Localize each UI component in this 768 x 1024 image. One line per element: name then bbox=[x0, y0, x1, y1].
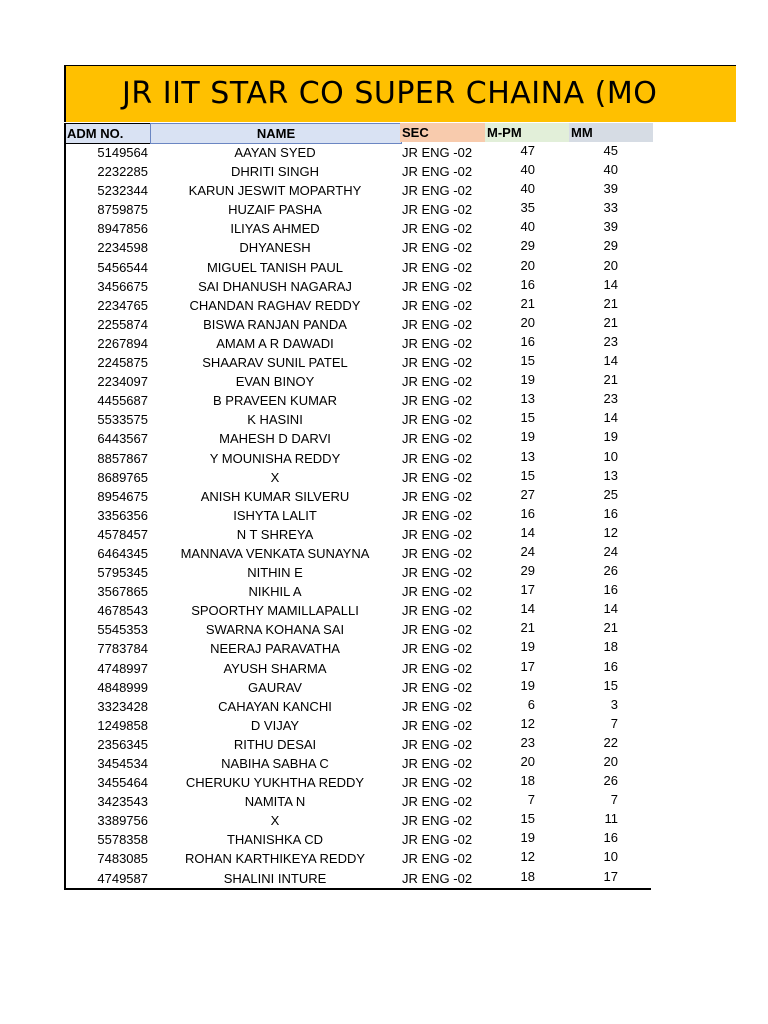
table-row bbox=[66, 716, 651, 735]
cell-name[interactable]: AAYAN SYED bbox=[234, 145, 316, 160]
header-mm[interactable]: MM bbox=[569, 123, 653, 142]
cell-m-pm[interactable]: 20 bbox=[520, 257, 535, 273]
cell-adm-no[interactable]: 8857867 bbox=[97, 450, 148, 466]
cell-adm-no[interactable]: 2267894 bbox=[97, 335, 148, 351]
cell-adm-no[interactable]: 3323428 bbox=[97, 698, 148, 714]
cell-m-pm[interactable]: 27 bbox=[520, 486, 535, 502]
cell-m-pm[interactable]: 20 bbox=[520, 314, 535, 330]
cell-adm-no[interactable]: 4578457 bbox=[97, 526, 148, 542]
cell-adm-no[interactable]: 6464345 bbox=[97, 545, 148, 561]
cell-m-pm[interactable]: 40 bbox=[520, 219, 535, 235]
cell-name[interactable]: SHAARAV SUNIL PATEL bbox=[202, 355, 348, 371]
cell-name[interactable]: SPOORTHY MAMILLAPALLI bbox=[191, 603, 359, 619]
cell-sec[interactable]: JR ENG -02 bbox=[402, 679, 473, 695]
cell-m-pm[interactable]: 15 bbox=[520, 410, 535, 426]
cell-name[interactable]: CAHAYAN KANCHI bbox=[218, 698, 332, 714]
cell-mm[interactable]: 13 bbox=[603, 467, 618, 483]
cell-sec[interactable]: JR ENG -02 bbox=[402, 450, 473, 466]
cell-m-pm[interactable]: 19 bbox=[520, 677, 535, 693]
table-row bbox=[66, 258, 651, 277]
cell-adm-no[interactable]: 3567865 bbox=[97, 584, 148, 600]
cell-name[interactable]: ANISH KUMAR SILVERU bbox=[200, 488, 350, 504]
table-row bbox=[66, 697, 651, 716]
table-row bbox=[66, 582, 651, 601]
cell-m-pm[interactable]: 19 bbox=[520, 372, 535, 388]
table-row bbox=[66, 334, 651, 353]
cell-adm-no[interactable]: 2245875 bbox=[97, 355, 148, 371]
cell-sec[interactable]: JR ENG -02 bbox=[402, 565, 473, 581]
cell-adm-no[interactable]: 3455464 bbox=[97, 775, 148, 791]
cell-name[interactable]: BISWA RANJAN PANDA bbox=[203, 316, 347, 332]
cell-adm-no[interactable]: 4455687 bbox=[97, 393, 148, 409]
cell-adm-no[interactable]: 5795345 bbox=[97, 565, 148, 581]
cell-name[interactable]: ROHAN KARTHIKEYA REDDY bbox=[184, 851, 366, 867]
cell-m-pm[interactable]: 40 bbox=[520, 162, 535, 178]
cell-sec[interactable]: JR ENG -02 bbox=[402, 240, 473, 256]
cell-name[interactable]: NEERAJ PARAVATHA bbox=[210, 641, 340, 657]
cell-adm-no[interactable]: 7483085 bbox=[97, 851, 148, 867]
cell-m-pm[interactable]: 23 bbox=[520, 734, 535, 750]
cell-adm-no[interactable]: 6443567 bbox=[97, 431, 148, 447]
cell-m-pm[interactable]: 29 bbox=[520, 563, 535, 579]
cell-sec[interactable]: JR ENG -02 bbox=[402, 488, 473, 504]
cell-adm-no[interactable]: 8954675 bbox=[97, 488, 148, 504]
cell-sec[interactable]: JR ENG -02 bbox=[402, 469, 473, 485]
table-row bbox=[66, 639, 651, 658]
cell-adm-no[interactable]: 7783784 bbox=[97, 641, 148, 657]
cell-name[interactable]: K HASINI bbox=[247, 412, 303, 428]
table-row bbox=[66, 391, 651, 410]
table-row bbox=[66, 449, 651, 468]
cell-sec[interactable]: JR ENG -02 bbox=[402, 717, 473, 733]
cell-m-pm[interactable]: 21 bbox=[520, 620, 535, 636]
table-row bbox=[66, 659, 651, 678]
cell-sec[interactable]: JR ENG -02 bbox=[402, 603, 473, 619]
table-row bbox=[66, 353, 651, 372]
cell-adm-no[interactable]: 4678543 bbox=[97, 603, 148, 619]
cell-name[interactable]: DHRITI SINGH bbox=[230, 164, 320, 180]
cell-adm-no[interactable]: 3454534 bbox=[97, 756, 148, 771]
cell-name[interactable]: CHERUKU YUKHTHA REDDY bbox=[185, 775, 365, 791]
cell-adm-no[interactable]: 2234765 bbox=[97, 297, 148, 313]
cell-m-pm[interactable]: 19 bbox=[520, 429, 535, 445]
table-row bbox=[66, 678, 651, 697]
cell-name[interactable]: X bbox=[270, 469, 280, 485]
cell-sec[interactable]: JR ENG -02 bbox=[402, 297, 473, 313]
cell-adm-no[interactable]: 8689765 bbox=[97, 469, 148, 485]
table-row bbox=[66, 143, 651, 162]
cell-m-pm[interactable]: 6 bbox=[527, 696, 535, 712]
cell-sec[interactable]: JR ENG -02 bbox=[402, 278, 473, 294]
table-row bbox=[66, 830, 651, 849]
cell-mm[interactable]: 16 bbox=[603, 505, 618, 521]
cell-adm-no[interactable]: 2232285 bbox=[97, 164, 148, 180]
cell-sec[interactable]: JR ENG -02 bbox=[402, 736, 473, 752]
cell-m-pm[interactable]: 15 bbox=[520, 353, 535, 369]
title-bar bbox=[64, 65, 736, 122]
cell-sec[interactable]: JR ENG -02 bbox=[402, 335, 473, 351]
cell-sec[interactable]: JR ENG -02 bbox=[402, 412, 473, 428]
cell-mm[interactable]: 23 bbox=[603, 391, 618, 407]
cell-m-pm[interactable]: 17 bbox=[520, 582, 535, 598]
cell-name[interactable]: AYUSH SHARMA bbox=[223, 660, 327, 676]
cell-sec[interactable]: JR ENG -02 bbox=[402, 622, 473, 638]
cell-sec[interactable]: JR ENG -02 bbox=[402, 316, 473, 332]
cell-name[interactable]: B PRAVEEN KUMAR bbox=[212, 393, 337, 409]
cell-sec[interactable]: JR ENG -02 bbox=[402, 870, 473, 886]
cell-sec[interactable]: JR ENG -02 bbox=[402, 794, 473, 810]
cell-sec[interactable]: JR ENG -02 bbox=[402, 393, 473, 409]
cell-m-pm[interactable]: 14 bbox=[520, 524, 535, 540]
cell-m-pm[interactable]: 14 bbox=[520, 601, 535, 617]
cell-name[interactable]: NIKHIL A bbox=[248, 584, 302, 600]
cell-mm[interactable]: 33 bbox=[603, 200, 618, 216]
cell-name[interactable]: NAMITA N bbox=[244, 794, 306, 810]
table-row bbox=[66, 238, 651, 257]
cell-m-pm[interactable]: 16 bbox=[520, 276, 535, 292]
cell-m-pm[interactable]: 21 bbox=[520, 295, 535, 311]
cell-m-pm[interactable]: 7 bbox=[527, 792, 535, 808]
cell-sec[interactable]: JR ENG -02 bbox=[402, 507, 473, 523]
results-table bbox=[64, 123, 651, 890]
cell-mm[interactable]: 21 bbox=[603, 372, 618, 388]
cell-m-pm[interactable]: 24 bbox=[520, 543, 535, 559]
cell-m-pm[interactable]: 13 bbox=[520, 391, 535, 407]
table-row bbox=[66, 525, 651, 544]
cell-mm[interactable]: 16 bbox=[603, 830, 618, 846]
cell-mm[interactable]: 26 bbox=[603, 563, 618, 579]
table-row bbox=[66, 429, 651, 448]
cell-sec[interactable]: JR ENG -02 bbox=[402, 584, 473, 600]
cell-adm-no[interactable]: 2356345 bbox=[97, 736, 148, 752]
cell-mm[interactable]: 21 bbox=[603, 314, 618, 330]
cell-m-pm[interactable]: 18 bbox=[520, 773, 535, 789]
table-row bbox=[66, 181, 651, 200]
cell-sec[interactable]: JR ENG -02 bbox=[402, 259, 473, 275]
cell-mm[interactable]: 19 bbox=[603, 429, 618, 445]
cell-adm-no[interactable]: 8759875 bbox=[97, 202, 148, 218]
cell-sec[interactable]: JR ENG -02 bbox=[402, 202, 473, 218]
cell-m-pm[interactable]: 19 bbox=[520, 639, 535, 655]
table-row bbox=[66, 811, 651, 830]
cell-adm-no[interactable]: 3389756 bbox=[97, 813, 148, 829]
cell-name[interactable]: MAHESH D DARVI bbox=[219, 431, 331, 447]
cell-sec[interactable]: JR ENG -02 bbox=[402, 698, 473, 714]
cell-sec[interactable]: JR ENG -02 bbox=[402, 660, 473, 676]
cell-name[interactable]: NITHIN E bbox=[247, 565, 303, 581]
cell-sec[interactable]: JR ENG -02 bbox=[402, 756, 473, 771]
cell-adm-no[interactable]: 5545353 bbox=[97, 622, 148, 638]
cell-adm-no[interactable]: 5456544 bbox=[97, 259, 148, 275]
cell-sec[interactable]: JR ENG -02 bbox=[402, 431, 473, 447]
cell-sec[interactable]: JR ENG -02 bbox=[402, 145, 473, 160]
cell-name[interactable]: SHALINI INTURE bbox=[223, 870, 327, 886]
cell-m-pm[interactable]: 12 bbox=[520, 715, 535, 731]
table-row bbox=[66, 315, 651, 334]
header-row bbox=[66, 123, 651, 143]
cell-mm[interactable]: 29 bbox=[603, 238, 618, 254]
cell-sec[interactable]: JR ENG -02 bbox=[402, 355, 473, 371]
cell-sec[interactable]: JR ENG -02 bbox=[402, 183, 473, 199]
cell-adm-no[interactable]: 5533575 bbox=[97, 412, 148, 428]
cell-adm-no[interactable]: 2234097 bbox=[97, 374, 148, 390]
cell-m-pm[interactable]: 18 bbox=[520, 868, 535, 884]
cell-adm-no[interactable]: 4748997 bbox=[97, 660, 148, 676]
cell-mm[interactable]: 40 bbox=[603, 162, 618, 178]
cell-m-pm[interactable]: 15 bbox=[520, 467, 535, 483]
cell-name[interactable]: SAI DHANUSH NAGARAJ bbox=[198, 278, 352, 294]
cell-mm[interactable]: 10 bbox=[603, 849, 618, 865]
cell-m-pm[interactable]: 12 bbox=[520, 849, 535, 865]
cell-mm[interactable]: 11 bbox=[604, 811, 618, 827]
table-row bbox=[66, 773, 651, 792]
cell-name[interactable]: HUZAIF PASHA bbox=[228, 202, 322, 218]
cell-name[interactable]: NABIHA SABHA C bbox=[221, 756, 329, 771]
cell-mm[interactable]: 16 bbox=[603, 658, 618, 674]
cell-adm-no[interactable]: 1249858 bbox=[97, 717, 148, 733]
table-row bbox=[66, 563, 651, 582]
cell-mm[interactable]: 17 bbox=[603, 868, 618, 884]
cell-mm[interactable]: 39 bbox=[603, 219, 618, 235]
table-row bbox=[66, 468, 651, 487]
cell-mm[interactable]: 14 bbox=[603, 601, 618, 617]
cell-name[interactable]: DHYANESH bbox=[239, 240, 311, 256]
table-row bbox=[66, 869, 651, 888]
cell-mm[interactable]: 21 bbox=[603, 620, 618, 636]
cell-adm-no[interactable]: 3356356 bbox=[97, 507, 148, 523]
table-row bbox=[66, 162, 651, 181]
cell-m-pm[interactable]: 16 bbox=[520, 333, 535, 349]
header-adm-no[interactable]: ADM NO. bbox=[66, 123, 152, 144]
cell-name[interactable]: D VIJAY bbox=[250, 717, 300, 733]
cell-m-pm[interactable]: 40 bbox=[520, 181, 535, 197]
table-row bbox=[66, 372, 651, 391]
cell-name[interactable]: MANNAVA VENKATA SUNAYNA bbox=[180, 545, 370, 561]
header-m-pm[interactable]: M-PM bbox=[485, 123, 569, 142]
cell-name[interactable]: N T SHREYA bbox=[236, 526, 314, 542]
cell-m-pm[interactable]: 16 bbox=[520, 505, 535, 521]
cell-m-pm[interactable]: 29 bbox=[520, 238, 535, 254]
cell-name[interactable]: AMAM A R DAWADI bbox=[216, 335, 334, 351]
cell-adm-no[interactable]: 5578358 bbox=[97, 832, 148, 848]
cell-adm-no[interactable]: 4749587 bbox=[97, 870, 148, 886]
cell-sec[interactable]: JR ENG -02 bbox=[402, 813, 473, 829]
cell-m-pm[interactable]: 20 bbox=[520, 754, 535, 769]
cell-sec[interactable]: JR ENG -02 bbox=[402, 164, 473, 180]
cell-m-pm[interactable]: 35 bbox=[520, 200, 535, 216]
cell-mm[interactable]: 22 bbox=[603, 734, 618, 750]
cell-mm[interactable]: 16 bbox=[603, 582, 618, 598]
cell-m-pm[interactable]: 19 bbox=[520, 830, 535, 846]
table-row bbox=[66, 849, 651, 868]
cell-sec[interactable]: JR ENG -02 bbox=[402, 221, 473, 237]
cell-mm[interactable]: 18 bbox=[603, 639, 618, 655]
cell-adm-no[interactable]: 8947856 bbox=[97, 221, 148, 237]
cell-name[interactable]: CHANDAN RAGHAV REDDY bbox=[189, 297, 361, 313]
cell-adm-no[interactable]: 5232344 bbox=[97, 183, 148, 199]
table-row bbox=[66, 601, 651, 620]
cell-mm[interactable]: 14 bbox=[603, 410, 618, 426]
cell-name[interactable]: KARUN JESWIT MOPARTHY bbox=[188, 183, 362, 199]
cell-m-pm[interactable]: 13 bbox=[520, 448, 535, 464]
cell-mm[interactable]: 26 bbox=[603, 773, 618, 789]
cell-name[interactable]: X bbox=[270, 813, 280, 829]
cell-sec[interactable]: JR ENG -02 bbox=[402, 775, 473, 791]
cell-name[interactable]: THANISHKA CD bbox=[226, 832, 324, 848]
cell-mm[interactable]: 20 bbox=[603, 754, 618, 769]
cell-mm[interactable]: 14 bbox=[603, 276, 618, 292]
cell-mm[interactable]: 21 bbox=[603, 295, 618, 311]
cell-mm[interactable]: 39 bbox=[603, 181, 618, 197]
table-row bbox=[66, 219, 651, 238]
cell-name[interactable]: ILIYAS AHMED bbox=[230, 221, 320, 237]
cell-name[interactable]: SWARNA KOHANA SAI bbox=[205, 622, 345, 638]
cell-mm[interactable]: 45 bbox=[603, 143, 618, 158]
cell-name[interactable]: ISHYTA LALIT bbox=[233, 507, 317, 523]
cell-name[interactable]: EVAN BINOY bbox=[235, 374, 315, 390]
cell-mm[interactable]: 25 bbox=[603, 486, 618, 502]
cell-name[interactable]: Y MOUNISHA REDDY bbox=[209, 450, 341, 466]
cell-name[interactable]: MIGUEL TANISH PAUL bbox=[206, 259, 344, 275]
cell-mm[interactable]: 15 bbox=[603, 677, 618, 693]
table-row bbox=[66, 410, 651, 429]
cell-mm[interactable]: 12 bbox=[603, 524, 618, 540]
cell-adm-no[interactable]: 5149564 bbox=[97, 145, 148, 160]
table-row bbox=[66, 754, 651, 773]
cell-m-pm[interactable]: 47 bbox=[520, 143, 535, 158]
cell-adm-no[interactable]: 2255874 bbox=[97, 316, 148, 332]
cell-mm[interactable]: 7 bbox=[610, 715, 618, 731]
cell-m-pm[interactable]: 15 bbox=[520, 811, 535, 827]
cell-mm[interactable]: 14 bbox=[603, 353, 618, 369]
cell-name[interactable]: RITHU DESAI bbox=[233, 736, 317, 752]
cell-sec[interactable]: JR ENG -02 bbox=[402, 832, 473, 848]
cell-adm-no[interactable]: 3423543 bbox=[97, 794, 148, 810]
table-row bbox=[66, 506, 651, 525]
sheet-title: JR IIT STAR CO SUPER CHAINA (MO bbox=[122, 76, 658, 111]
header-sec[interactable]: SEC bbox=[400, 123, 485, 142]
table-row bbox=[66, 200, 651, 219]
table-row bbox=[66, 487, 651, 506]
table-row bbox=[66, 620, 651, 639]
table-row bbox=[66, 544, 651, 563]
cell-sec[interactable]: JR ENG -02 bbox=[402, 641, 473, 657]
table-row bbox=[66, 296, 651, 315]
cell-sec[interactable]: JR ENG -02 bbox=[402, 526, 473, 542]
cell-m-pm[interactable]: 17 bbox=[520, 658, 535, 674]
cell-sec[interactable]: JR ENG -02 bbox=[402, 851, 473, 867]
cell-adm-no[interactable]: 4848999 bbox=[97, 679, 148, 695]
header-name[interactable]: NAME bbox=[150, 123, 402, 144]
cell-mm[interactable]: 23 bbox=[603, 333, 618, 349]
table-row bbox=[66, 792, 651, 811]
cell-mm[interactable]: 7 bbox=[610, 792, 618, 808]
cell-sec[interactable]: JR ENG -02 bbox=[402, 374, 473, 390]
cell-mm[interactable]: 24 bbox=[603, 543, 618, 559]
table-body bbox=[66, 143, 651, 888]
cell-sec[interactable]: JR ENG -02 bbox=[402, 545, 473, 561]
table-row bbox=[66, 735, 651, 754]
cell-adm-no[interactable]: 3456675 bbox=[97, 278, 148, 294]
cell-name[interactable]: GAURAV bbox=[248, 679, 302, 695]
table-row bbox=[66, 277, 651, 296]
cell-mm[interactable]: 10 bbox=[603, 448, 618, 464]
cell-mm[interactable]: 3 bbox=[610, 696, 618, 712]
cell-adm-no[interactable]: 2234598 bbox=[97, 240, 148, 256]
cell-mm[interactable]: 20 bbox=[603, 257, 618, 273]
